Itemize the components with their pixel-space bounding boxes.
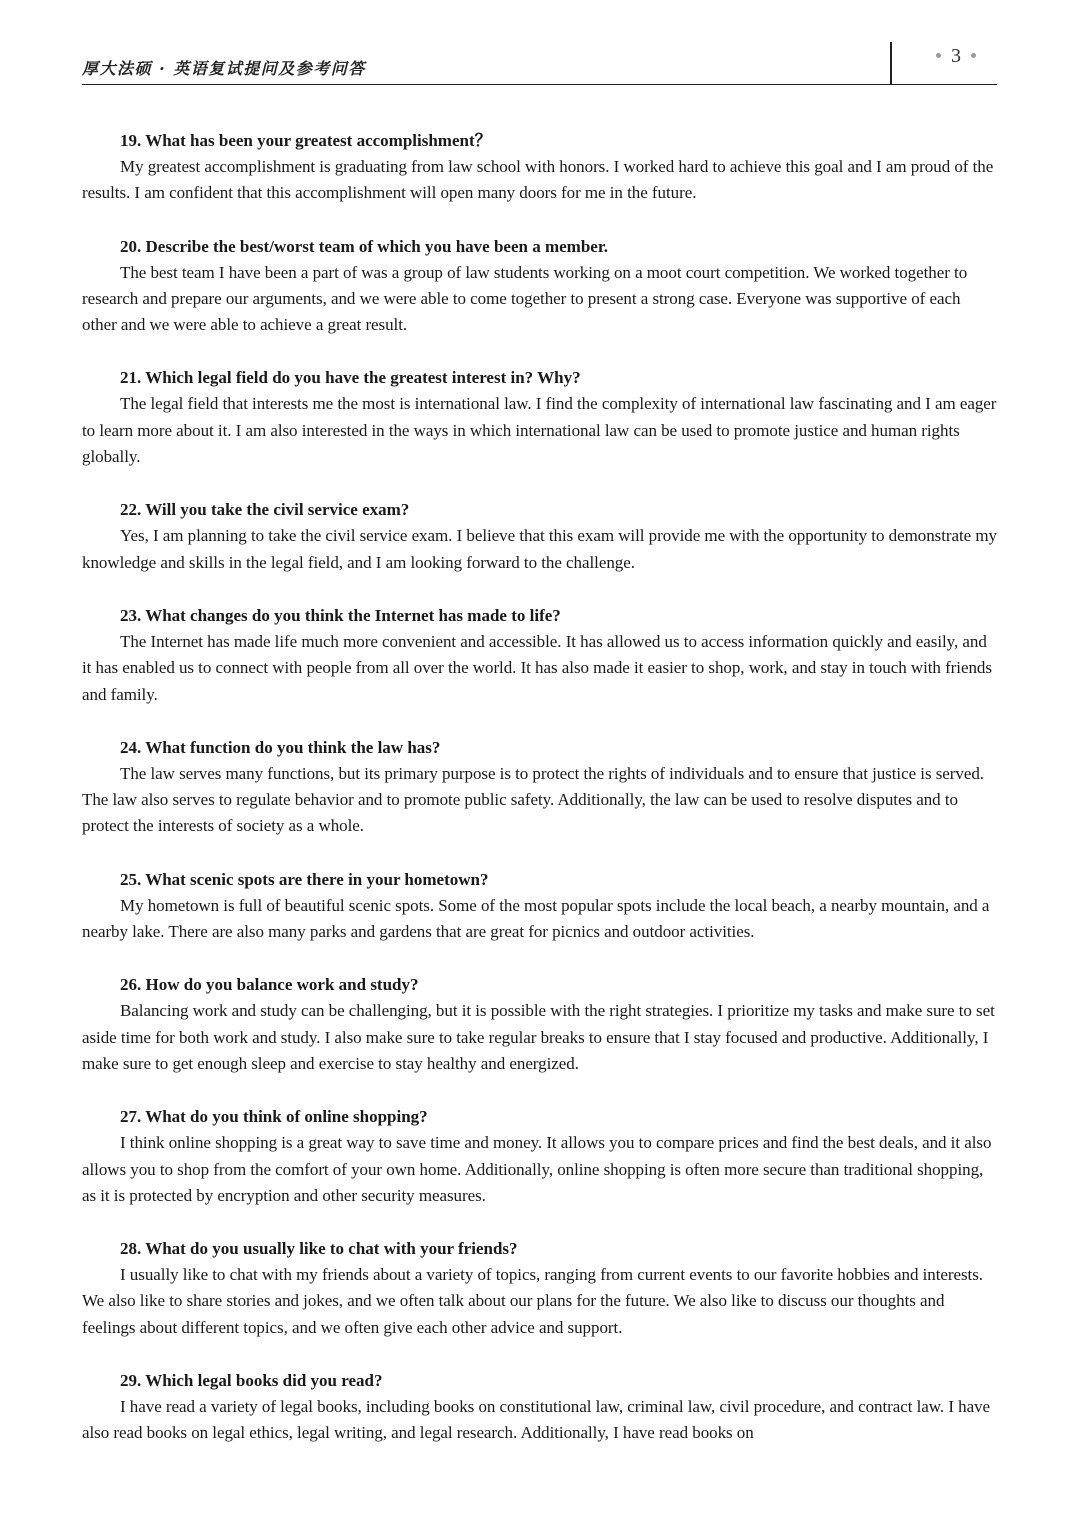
header-divider: [890, 42, 892, 84]
page-number-right-dot: [971, 53, 976, 58]
answer-29: I have read a variety of legal books, including books on constitutional law, criminal law, civil procedure, and contract law. I have also read books on legal ethics, legal writing, and legal research. Additionally, I have read books on: [82, 1397, 991, 1443]
qa-item: [82, 735, 998, 840]
qa-list: [82, 128, 998, 1474]
answer-21: The legal field that interests me the most is international law. I find the complexity of international law fascinating and I am eager to learn more about it. I am also interested in the ways in which international law can be used to promote justice and human rights globally.: [82, 394, 997, 467]
question-27: 27. What do you think of online shopping?: [120, 1107, 428, 1127]
qa-item: [82, 128, 998, 207]
question-29: 29. Which legal books did you read?: [120, 1371, 383, 1391]
qa-item: [82, 603, 998, 708]
question-19: 19. What has been your greatest accomplishment？: [120, 131, 492, 150]
question-24: 24. What function do you think the law has?: [120, 737, 441, 757]
qa-item: [82, 1368, 998, 1447]
answer-22: Yes, I am planning to take the civil service exam. I believe that this exam will provide me with the opportunity to demonstrate my knowledge and skills in the legal field, and I am looking forward to the challenge.: [82, 526, 997, 572]
question-23: 23. What changes do you think the Internet has made to life?: [120, 605, 561, 625]
question-21: 21. Which legal field do you have the greatest interest in? Why?: [120, 368, 581, 388]
question-26: 26. How do you balance work and study?: [120, 975, 419, 995]
answer-24: The law serves many functions, but its primary purpose is to protect the rights of individuals and to ensure that justice is served. The law also serves to regulate behavior and to promote public safety. Additionally, the law can be used to resolve disputes and to protect the interests of society as a whole.: [82, 763, 984, 836]
qa-item: [82, 497, 998, 576]
qa-item: [82, 867, 998, 946]
qa-item: [82, 1236, 998, 1341]
qa-item: [82, 1104, 998, 1209]
answer-23: The Internet has made life much more convenient and accessible. It has allowed us to access information quickly and easily, and it has enabled us to connect with people from all over the world. It has also made it easier to shop, work, and stay in touch with friends and family.: [82, 631, 992, 704]
answer-27: I think online shopping is a great way to save time and money. It allows you to compare prices and find the best deals, and it also allows you to shop from the comfort of your own home. Additionally, online shopping is often more secure than traditional shopping, as it is protected by encryption and other security measures.: [82, 1133, 992, 1205]
qa-item: [82, 972, 998, 1077]
page-number-area: [920, 45, 992, 68]
answer-25: My hometown is full of beautiful scenic spots. Some of the most popular spots include the local beach, a nearby mountain, and a nearby lake. There are also many parks and gardens that are great for picnics and outdoor activities.: [82, 895, 990, 942]
question-22: 22. Will you take the civil service exam?: [120, 500, 410, 520]
qa-item: [82, 365, 998, 470]
answer-28: I usually like to chat with my friends about a variety of topics, ranging from current events to our favorite hobbies and interests. We also like to share stories and jokes, and we often talk about our plans for the future. We also like to discuss our thoughts and feelings about different topics, and we often give each other advice and support.: [82, 1265, 983, 1337]
page-number-left-dot: [936, 53, 941, 58]
answer-20: The best team I have been a part of was a group of law students working on a moot court competition. We worked together to research and prepare our arguments, and we were able to come together to present a strong case. Everyone was supportive of each other and we were able to achieve a great result.: [82, 262, 968, 335]
answer-26: Balancing work and study can be challenging, but it is possible with the right strategies. I prioritize my tasks and make sure to set aside time for both work and study. I also make sure to take regular breaks to ensure that I stay focused and productive. Additionally, I make sure to get enough sleep and exercise to stay healthy and energized.: [82, 1001, 995, 1073]
page-number: 3: [951, 45, 961, 67]
question-25: 25. What scenic spots are there in your hometown?: [120, 869, 489, 889]
qa-item: [82, 234, 998, 339]
question-20: 20. Describe the best/worst team of which you have been a member.: [120, 236, 609, 256]
page-header: [82, 40, 997, 85]
header-title: 厚大法硕 · 英语复试提问及参考问答: [82, 59, 366, 78]
question-28: 28. What do you usually like to chat with your friends?: [120, 1239, 518, 1259]
answer-19: My greatest accomplishment is graduating from law school with honors. I worked hard to achieve this goal and I am proud of the results. I am confident that this accomplishment will open many doors for me in the future.: [82, 157, 994, 203]
